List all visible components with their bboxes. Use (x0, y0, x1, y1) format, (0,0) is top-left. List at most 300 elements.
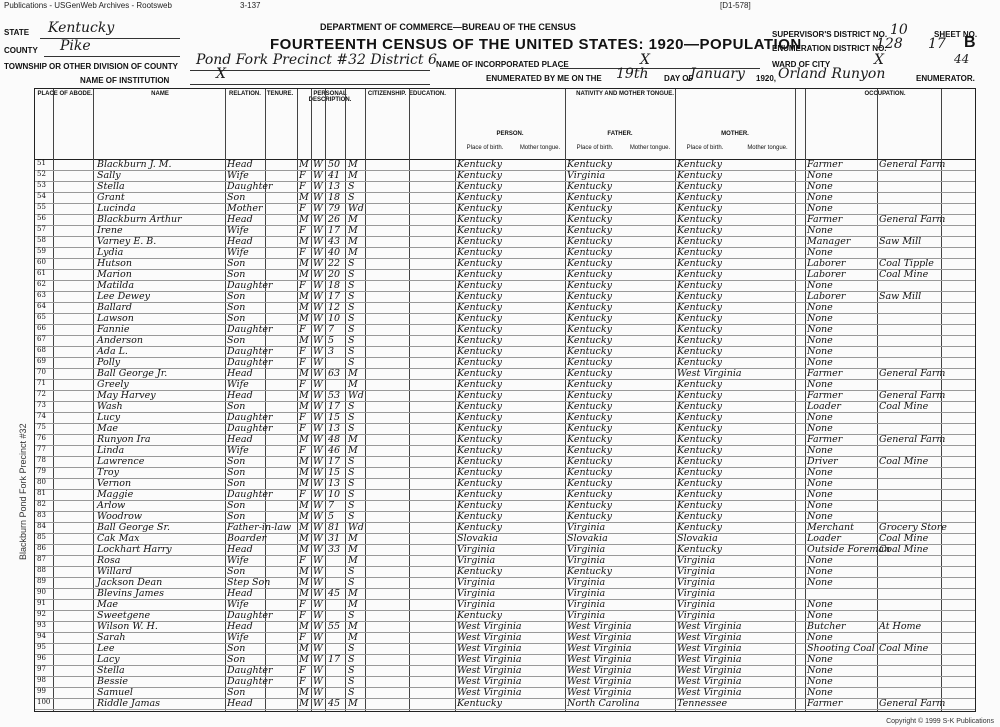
row-father-birthplace: West Virginia (567, 643, 632, 654)
enumerated-month: January (690, 66, 745, 82)
row-sex: M (299, 401, 309, 412)
row-relation: Daughter (227, 324, 273, 335)
ward-value: X (874, 52, 884, 68)
row-mother-birthplace: West Virginia (677, 632, 742, 643)
row-birthplace: West Virginia (457, 632, 522, 643)
row-age: 79 (328, 203, 341, 214)
row-mother-birthplace: Kentucky (677, 467, 722, 478)
column-header (35, 89, 975, 160)
row-occupation: None (807, 181, 833, 192)
row-industry: General Farm (879, 390, 946, 401)
row-mother-birthplace: Kentucky (677, 511, 722, 522)
row-race: W (313, 654, 323, 665)
row-occupation: Farmer (807, 390, 843, 401)
row-relation: Son (227, 258, 246, 269)
row-relation: Son (227, 467, 246, 478)
row-birthplace: Slovakia (457, 533, 498, 544)
row-line-number: 60 (37, 258, 46, 266)
row-line-number: 54 (37, 192, 46, 200)
row-father-birthplace: Kentucky (567, 159, 612, 170)
row-industry: Coal Mine (879, 401, 929, 412)
row-marital-status: M (348, 632, 358, 643)
row-birthplace: Kentucky (457, 522, 502, 533)
row-relation: Daughter (227, 610, 273, 621)
row-birthplace: Kentucky (457, 269, 502, 280)
row-race: W (313, 379, 323, 390)
row-sex: M (299, 335, 309, 346)
row-age: 18 (328, 192, 341, 203)
row-mother-birthplace: Kentucky (677, 500, 722, 511)
row-occupation: None (807, 192, 833, 203)
row-birthplace: West Virginia (457, 643, 522, 654)
row-birthplace: Kentucky (457, 214, 502, 225)
row-mother-birthplace: Kentucky (677, 291, 722, 302)
row-birthplace: Kentucky (457, 225, 502, 236)
row-sex: F (299, 379, 306, 390)
row-marital-status: M (348, 544, 358, 555)
row-sex: F (299, 423, 306, 434)
row-relation: Father-in-law (227, 522, 292, 533)
col-person: PERSON. (496, 131, 524, 137)
row-sex: F (299, 632, 306, 643)
row-race: W (313, 214, 323, 225)
row-name: Ball George Sr. (97, 522, 170, 533)
row-marital-status: M (348, 368, 358, 379)
row-father-birthplace: Kentucky (567, 258, 612, 269)
row-birthplace: Kentucky (457, 258, 502, 269)
row-occupation: None (807, 599, 833, 610)
row-occupation: None (807, 445, 833, 456)
row-relation: Head (227, 236, 253, 247)
row-occupation: None (807, 478, 833, 489)
row-father-birthplace: Kentucky (567, 566, 612, 577)
row-father-birthplace: Kentucky (567, 489, 612, 500)
row-birthplace: Kentucky (457, 368, 502, 379)
row-age: 3 (328, 346, 335, 357)
row-age: 10 (328, 489, 341, 500)
row-marital-status: S (348, 478, 355, 489)
row-race: W (313, 698, 323, 709)
row-birthplace: Kentucky (457, 489, 502, 500)
row-mother-birthplace: Virginia (677, 599, 716, 610)
ward-label: WARD OF CITY (772, 60, 831, 69)
row-occupation: None (807, 170, 833, 181)
row-marital-status: M (348, 555, 358, 566)
row-name: Riddle Jamas (97, 698, 161, 709)
row-mother-birthplace: Kentucky (677, 445, 722, 456)
row-name: Mae (97, 599, 119, 610)
row-mother-birthplace: Kentucky (677, 192, 722, 203)
row-relation: Son (227, 687, 246, 698)
row-race: W (313, 192, 323, 203)
row-line-number: 84 (37, 522, 46, 530)
row-occupation: Loader (807, 533, 841, 544)
row-relation: Head (227, 159, 253, 170)
row-line-number: 55 (37, 203, 46, 211)
row-mother-birthplace: West Virginia (677, 687, 742, 698)
census-title: FOURTEENTH CENSUS OF THE UNITED STATES: 1920—POPULATION (270, 36, 802, 53)
row-marital-status: Wd (348, 203, 364, 214)
row-occupation: Farmer (807, 698, 843, 709)
row-race: W (313, 588, 323, 599)
row-mother-birthplace: Kentucky (677, 412, 722, 423)
row-occupation: Loader (807, 401, 841, 412)
row-age: 31 (328, 533, 341, 544)
row-marital-status: M (348, 698, 358, 709)
row-name: Lawson (97, 313, 134, 324)
row-sex: M (299, 533, 309, 544)
row-relation: Daughter (227, 346, 273, 357)
row-age: 17 (328, 291, 341, 302)
row-race: W (313, 203, 323, 214)
row-name: Marion (97, 269, 132, 280)
row-mother-birthplace: Kentucky (677, 203, 722, 214)
row-line-number: 58 (37, 236, 46, 244)
row-marital-status: S (348, 313, 355, 324)
row-mother-birthplace: Kentucky (677, 379, 722, 390)
side-label: Blackburn Pond Fork Precinct #32 (18, 423, 28, 560)
row-father-birthplace: Kentucky (567, 346, 612, 357)
row-line-number: 66 (37, 324, 46, 332)
row-birthplace: Kentucky (457, 236, 502, 247)
enumerator-label: ENUMERATOR. (916, 74, 975, 83)
row-line-number: 79 (37, 467, 46, 475)
row-father-birthplace: Slovakia (567, 533, 608, 544)
row-mother-birthplace: Kentucky (677, 346, 722, 357)
institution-value: X (216, 66, 226, 82)
row-name: Troy (97, 467, 119, 478)
row-marital-status: M (348, 434, 358, 445)
row-relation: Mother (227, 203, 263, 214)
row-line-number: 82 (37, 500, 46, 508)
row-line-number: 91 (37, 599, 46, 607)
row-sex: M (299, 269, 309, 280)
row-sex: F (299, 203, 306, 214)
row-race: W (313, 555, 323, 566)
row-relation: Daughter (227, 676, 273, 687)
row-relation: Son (227, 192, 246, 203)
row-race: W (313, 676, 323, 687)
row-mother-birthplace: Kentucky (677, 544, 722, 555)
row-name: Runyon Ira (97, 434, 151, 445)
row-occupation: Butcher (807, 621, 846, 632)
row-birthplace: Kentucky (457, 357, 502, 368)
row-marital-status: S (348, 643, 355, 654)
row-relation: Son (227, 566, 246, 577)
row-name: Samuel (97, 687, 133, 698)
row-line-number: 100 (37, 698, 51, 706)
row-race: W (313, 445, 323, 456)
row-industry: General Farm (879, 368, 946, 379)
row-race: W (313, 665, 323, 676)
row-line-number: 94 (37, 632, 46, 640)
row-birthplace: Kentucky (457, 445, 502, 456)
row-mother-birthplace: Slovakia (677, 533, 718, 544)
row-marital-status: S (348, 192, 355, 203)
row-occupation: None (807, 654, 833, 665)
row-race: W (313, 456, 323, 467)
row-name: Hutson (97, 258, 132, 269)
row-line-number: 63 (37, 291, 46, 299)
row-marital-status: S (348, 610, 355, 621)
row-marital-status: M (348, 170, 358, 181)
row-race: W (313, 423, 323, 434)
row-father-birthplace: Kentucky (567, 324, 612, 335)
census-year: 1920, (756, 74, 777, 83)
row-race: W (313, 269, 323, 280)
row-age: 10 (328, 313, 341, 324)
row-age: 33 (328, 544, 341, 555)
row-mother-birthplace: Kentucky (677, 401, 722, 412)
row-industry: General Farm (879, 159, 946, 170)
row-occupation: None (807, 566, 833, 577)
row-marital-status: S (348, 412, 355, 423)
col-place-of-abode: PLACE OF ABODE. (37, 91, 93, 97)
row-line-number: 72 (37, 390, 46, 398)
row-birthplace: Kentucky (457, 610, 502, 621)
row-age: 13 (328, 423, 341, 434)
row-relation: Son (227, 302, 246, 313)
row-marital-status: M (348, 588, 358, 599)
row-sex: F (299, 445, 306, 456)
row-marital-status: M (348, 379, 358, 390)
row-line-number: 62 (37, 280, 46, 288)
row-race: W (313, 577, 323, 588)
row-mother-birthplace: West Virginia (677, 665, 742, 676)
row-name: Wilson W. H. (97, 621, 158, 632)
row-marital-status: S (348, 269, 355, 280)
col-mother-birth: Place of birth. (686, 145, 724, 151)
row-birthplace: Kentucky (457, 401, 502, 412)
row-father-birthplace: West Virginia (567, 676, 632, 687)
row-mother-birthplace: Kentucky (677, 390, 722, 401)
row-name: Lockhart Harry (97, 544, 172, 555)
row-birthplace: Kentucky (457, 412, 502, 423)
row-mother-birthplace: Kentucky (677, 522, 722, 533)
row-line-number: 99 (37, 687, 46, 695)
sheet-label: SHEET NO. (934, 30, 978, 39)
row-age: 17 (328, 456, 341, 467)
row-mother-birthplace: Kentucky (677, 247, 722, 258)
row-relation: Head (227, 621, 253, 632)
row-marital-status: S (348, 654, 355, 665)
row-name: Woodrow (97, 511, 143, 522)
row-mother-birthplace: Kentucky (677, 225, 722, 236)
census-table (34, 88, 976, 712)
row-father-birthplace: Virginia (567, 599, 606, 610)
row-birthplace: West Virginia (457, 665, 522, 676)
row-father-birthplace: West Virginia (567, 687, 632, 698)
row-birthplace: Kentucky (457, 192, 502, 203)
row-race: W (313, 412, 323, 423)
row-father-birthplace: West Virginia (567, 621, 632, 632)
row-race: W (313, 324, 323, 335)
row-name: Blevins James (97, 588, 165, 599)
row-father-birthplace: Kentucky (567, 478, 612, 489)
row-industry: Saw Mill (879, 291, 922, 302)
row-birthplace: Kentucky (457, 181, 502, 192)
row-birthplace: Kentucky (457, 313, 502, 324)
row-birthplace: West Virginia (457, 687, 522, 698)
row-race: W (313, 478, 323, 489)
row-line-number: 83 (37, 511, 46, 519)
row-mother-birthplace: Kentucky (677, 324, 722, 335)
row-sex: M (299, 236, 309, 247)
col-personal: PERSONAL DESCRIPTION. (308, 91, 352, 103)
row-name: Stella (97, 181, 125, 192)
row-race: W (313, 225, 323, 236)
row-sex: M (299, 687, 309, 698)
row-relation: Head (227, 390, 253, 401)
row-name: Matilda (97, 280, 135, 291)
row-sex: F (299, 610, 306, 621)
row-mother-birthplace: Virginia (677, 610, 716, 621)
row-birthplace: West Virginia (457, 621, 522, 632)
enumerated-day: 19th (616, 66, 649, 82)
row-occupation: None (807, 324, 833, 335)
row-industry: Coal Mine (879, 643, 929, 654)
row-line-number: 97 (37, 665, 46, 673)
row-race: W (313, 566, 323, 577)
row-line-number: 73 (37, 401, 46, 409)
row-sex: M (299, 390, 309, 401)
row-sex: F (299, 599, 306, 610)
row-race: W (313, 181, 323, 192)
county-label: COUNTY (4, 46, 38, 55)
row-birthplace: Kentucky (457, 335, 502, 346)
row-age: 63 (328, 368, 341, 379)
row-birthplace: Kentucky (457, 698, 502, 709)
row-race: W (313, 170, 323, 181)
row-age: 15 (328, 412, 341, 423)
row-birthplace: Kentucky (457, 302, 502, 313)
row-name: May Harvey (97, 390, 156, 401)
row-mother-birthplace: West Virginia (677, 621, 742, 632)
row-sex: M (299, 313, 309, 324)
row-father-birthplace: Kentucky (567, 368, 612, 379)
col-tenure: TENURE. (266, 91, 294, 97)
row-occupation: None (807, 511, 833, 522)
row-name: Willard (97, 566, 132, 577)
row-sex: M (299, 368, 309, 379)
row-birthplace: Kentucky (457, 434, 502, 445)
row-father-birthplace: Virginia (567, 588, 606, 599)
row-occupation: None (807, 632, 833, 643)
row-occupation: None (807, 489, 833, 500)
row-age: 48 (328, 434, 341, 445)
col-person-birth: Place of birth. (466, 145, 504, 151)
row-birthplace: Virginia (457, 577, 496, 588)
row-marital-status: S (348, 665, 355, 676)
incorporated-label: NAME OF INCORPORATED PLACE (436, 60, 569, 69)
row-father-birthplace: Kentucky (567, 236, 612, 247)
row-line-number: 90 (37, 588, 46, 596)
row-marital-status: M (348, 445, 358, 456)
row-sex: F (299, 280, 306, 291)
row-relation: Wife (227, 632, 249, 643)
row-occupation: Farmer (807, 159, 843, 170)
row-occupation: Outside Foreman (807, 544, 891, 555)
row-age: 50 (328, 159, 341, 170)
row-sex: M (299, 478, 309, 489)
row-age: 26 (328, 214, 341, 225)
row-birthplace: Virginia (457, 544, 496, 555)
row-marital-status: S (348, 357, 355, 368)
row-race: W (313, 368, 323, 379)
row-line-number: 93 (37, 621, 46, 629)
row-sex: F (299, 225, 306, 236)
row-mother-birthplace: West Virginia (677, 654, 742, 665)
row-father-birthplace: Virginia (567, 170, 606, 181)
row-marital-status: S (348, 566, 355, 577)
row-relation: Daughter (227, 412, 273, 423)
row-father-birthplace: Kentucky (567, 181, 612, 192)
row-occupation: Driver (807, 456, 838, 467)
row-relation: Wife (227, 379, 249, 390)
row-occupation: Merchant (807, 522, 854, 533)
row-mother-birthplace: Kentucky (677, 170, 722, 181)
row-father-birthplace: Kentucky (567, 412, 612, 423)
row-birthplace: Kentucky (457, 203, 502, 214)
row-sex: F (299, 665, 306, 676)
row-sex: F (299, 346, 306, 357)
row-birthplace: Kentucky (457, 324, 502, 335)
row-marital-status: S (348, 577, 355, 588)
row-father-birthplace: Kentucky (567, 357, 612, 368)
row-race: W (313, 643, 323, 654)
row-mother-birthplace: West Virginia (677, 676, 742, 687)
row-relation: Head (227, 368, 253, 379)
row-name: Greely (97, 379, 129, 390)
row-race: W (313, 302, 323, 313)
row-father-birthplace: Virginia (567, 544, 606, 555)
row-race: W (313, 533, 323, 544)
row-occupation: None (807, 500, 833, 511)
row-mother-birthplace: West Virginia (677, 368, 742, 379)
row-occupation: Laborer (807, 291, 846, 302)
row-father-birthplace: Kentucky (567, 423, 612, 434)
row-relation: Son (227, 654, 246, 665)
row-name: Fannie (97, 324, 130, 335)
row-industry: General Farm (879, 214, 946, 225)
state-label: STATE (4, 28, 30, 37)
row-relation: Daughter (227, 489, 273, 500)
row-father-birthplace: Virginia (567, 555, 606, 566)
col-relation: RELATION. (229, 91, 261, 97)
row-industry: Coal Mine (879, 544, 929, 555)
row-father-birthplace: Kentucky (567, 467, 612, 478)
row-race: W (313, 500, 323, 511)
row-name: Irene (97, 225, 123, 236)
row-sex: M (299, 434, 309, 445)
day-of-label: DAY OF (664, 74, 694, 83)
row-age: 13 (328, 181, 341, 192)
row-industry: Coal Mine (879, 533, 929, 544)
row-father-birthplace: Kentucky (567, 302, 612, 313)
row-sex: M (299, 698, 309, 709)
row-name: Sally (97, 170, 121, 181)
row-race: W (313, 357, 323, 368)
row-age: 22 (328, 258, 341, 269)
supervisor-label: SUPERVISOR'S DISTRICT NO. (772, 30, 888, 39)
row-father-birthplace: Virginia (567, 522, 606, 533)
row-occupation: None (807, 203, 833, 214)
row-relation: Wife (227, 225, 249, 236)
row-age: 45 (328, 698, 341, 709)
row-race: W (313, 544, 323, 555)
row-mother-birthplace: Kentucky (677, 423, 722, 434)
row-sex: M (299, 159, 309, 170)
